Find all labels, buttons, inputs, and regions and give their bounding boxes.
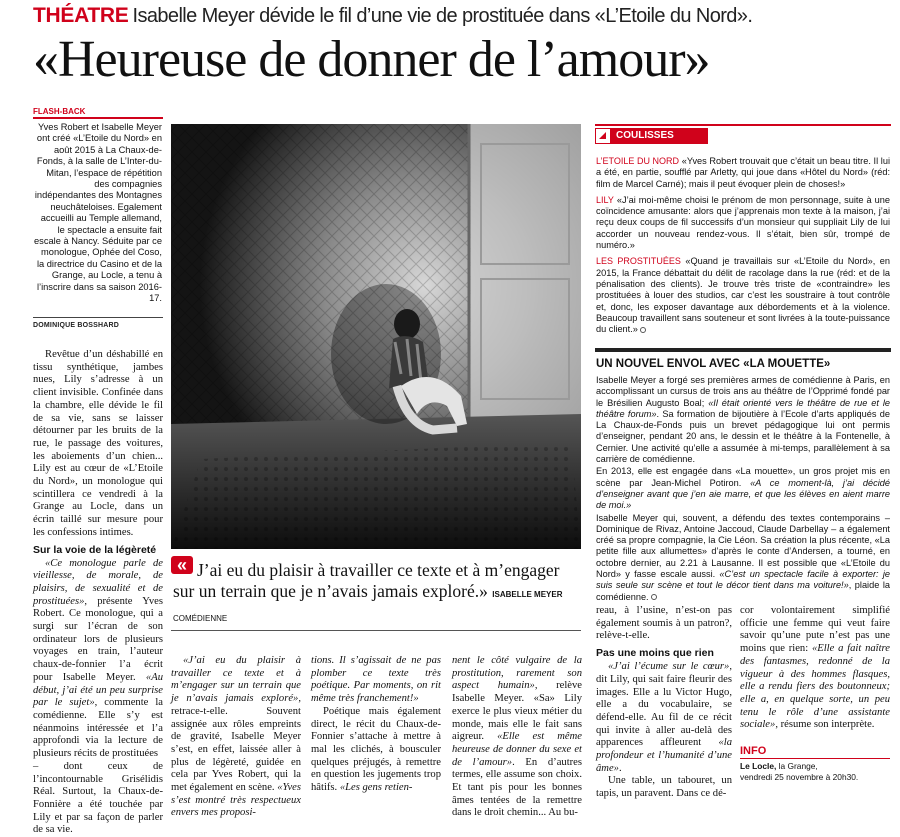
envol-title: UN NOUVEL ENVOL AVEC «LA MOUETTE»	[596, 358, 831, 370]
kicker-row	[33, 4, 893, 28]
end-mark-icon	[651, 594, 657, 600]
article-column-2	[171, 655, 301, 820]
paragraph: cor volontairement simplifié officie une femme qui veut faire savoir qu’une pute n’est pas une moins que rien: «Elle a fait naître des fantasmes, redonné de la vigueur à des hommes flasques, elle a rendu fiers des boutonneux; elle a, en quelque sorte, un peu tenu le rôle d’une assistante sociale», résume son interprète.	[740, 605, 890, 731]
paragraph: «Ce monologue parle de vieillesse, de morale, de plaisirs, de sexualité et de prostituées», présente Yves Robert. Ce monologue, qui a surgi sur l’écran de son ordinateur lors de plusieurs voyages en train, l’auteur chaux-de-fonnier l’a écrit pour Isabelle Meyer. «Au début, j’ai été un peu surprise par le sujet», commente la comédienne. Elle s’y est néanmoins intéressée et l’a approfondi via la lecture de plusieurs récits de prostituées	[33, 557, 163, 760]
paragraph: «J’ai eu du plaisir à travailler ce texte et à m’engager sur un terrain que je n’avais jamais exploré», retrace-t-elle. Souvent assignée aux rôles empreints de gravité, Isabelle Meyer s’est, en effet, laissée aller à plus de légèreté, guidée en cela par Yves Robert, qui la met également en scène. «Yves s’est montré très respectueux envers mes proposi-	[171, 655, 301, 819]
paragraph: Isabelle Meyer a forgé ses premières armes de comédienne à Paris, en accomplissant un cursus de trois ans au théâtre de l’Opprimé fondé par le Brésilien Augusto Boal; «Il était orienté vers le théâtre de rue et le théâtre forum». Sa formation de bijoutière à l’Ecole d’arts appliqués de La Chaux-de-Fonds puis un brevet pédagogique lui ont permis d’enseigner, pendant 20 ans, le dessin et le théâtre à la Fontenelle, à Cernier. Une activité qu’elle a assumée à mi-temps, parallèlement à sa carrière de comédienne.	[596, 375, 890, 465]
paragraph: Revêtue d’un déshabillé en tissu synthétique, jambes nues, Lily s’adresse à un client invisible. Confinée dans la chambre, elle dévide le fil de sa vie, sans se laisser détourner par les bruits de la rue, le passage des voitures, les aboiements d’un chien... Lily est au cœur de «L’Etoile du Nord», un monologue qui scintillera ce vendredi à la Grange au Locle, dans un écrin taillé sur mesure pour les confessions intimes.	[33, 349, 163, 538]
envol-rule	[595, 348, 891, 352]
quote-mark-icon: «	[171, 556, 193, 574]
flashback-label: FLASH-BACK	[33, 107, 86, 116]
article-photo	[171, 124, 581, 549]
article-column-1	[33, 349, 163, 837]
coulisses-item: L’ETOILE DU NORD «Yves Robert trouvait que c’était un beau titre. Il lui a été, en partie, soufflé par Arletty, qui joue dans «Hôtel du Nord» (réd: film de Marcel Carné); mais il peut évoquer plein de choses!»	[596, 156, 890, 189]
paragraph: tions. Il s’agissait de ne pas plomber ce texte très poétique. Par moments, on rit même très franchement!»	[311, 655, 441, 705]
article-column-6	[740, 605, 890, 732]
article-column-5	[596, 605, 732, 801]
paragraph: «J’ai l’écume sur le cœur», dit Lily, qui sait faire fleurir des images. Elle a lu Victor Hugo, elle a du vocabulaire, se défend-elle. Au fil de ce récit qui invite à aller au-delà des apparences affleurent «la profondeur et l’humanité d’une âme».	[596, 661, 732, 774]
paragraph: Une table, un tabouret, un tapis, un paravent. Dans ce dé-	[596, 775, 732, 800]
pull-quote	[171, 552, 581, 629]
pull-quote-text: J’ai eu du plaisir à travailler ce texte et à m’engager sur un terrain que je n’avais jamais exploré.» ISABELLE MEYER COMÉDIENNE	[173, 560, 563, 623]
byline: DOMINIQUE BOSSHARD	[33, 322, 120, 329]
coulisses-label: COULISSES	[610, 128, 708, 144]
coulisses-item: LILY «J’ai moi-même choisi le prénom de mon personnage, suite à une coïncidence amusante: alors que j’apprenais mon texte à la maison, j’ai reçu deux coups de fil successifs d’un monsieur qui suppliait Lily de lui accorder un nouveau rendez-vous. Il s’était, bien sûr, trompé de numéro.»	[596, 194, 890, 251]
pull-quote-rule	[171, 630, 581, 631]
paragraph: nent le côté vulgaire de la prostitution, rarement son aspect humain», relève Isabelle Meyer. «Sa» Lily exerce le plus vieux métier du monde, mais elle le fait sans aigreur. «Elle est même heureuse de donner du sexe et de l’amour». En d’autres termes, elle assume son choix. Et tant pis pour les bonnes âmes tentées de la remettre dans le droit chemin... Au bu-	[452, 655, 582, 819]
info-rule	[740, 758, 890, 759]
paragraph: Isabelle Meyer qui, souvent, a défendu des textes contemporains – Dominique de Rivaz, Antoine Jaccoud, Claude Darbellay – a également créé sa propre compagnie, la Cie Léon. Sa création la plus récente, «La petite fille aux allumettes» d’après le conte d’Andersen, a tourné, en octobre dernier, au 2.21 à Lausanne. Il est possible que «L’Etoile du Nord» y fasse escale aussi. «C’est un spectacle facile à exporter: je suis seule sur scène et tout le décor tient dans ma voiture!», plaide la comédienne.	[596, 512, 890, 602]
corner-arrow-icon	[595, 128, 611, 144]
paragraph: reau, à l’usine, n’est-on pas également soumis à un patron?, relève-t-elle.	[596, 605, 732, 642]
pull-quote-role: COMÉDIENNE	[173, 614, 228, 623]
subheading: Sur la voie de la légèreté	[33, 543, 157, 556]
subheading: Pas une moins que rien	[596, 647, 714, 660]
flashback-rule	[33, 117, 163, 119]
article-column-4	[452, 655, 582, 820]
paragraph: – dont ceux de l’incontournable Grisélidis Réal. Surtout, la Chaux-de-Fonnière a été touchée par Lily et par sa façon de parler de sa vie.	[33, 760, 163, 836]
flashback-text: Yves Robert et Isabelle Meyer ont créé «L’Etoile du Nord» en août 2015 à La Chaux-de-Fonds, à la salle de L’Inter-du-Mitan, l’espace de répétition des compagnies indépendantes des Montagnes neuchâteloises. Egalement accueilli au Temple allemand, le spectacle a ensuite fait escale à Nancy. Séduite par ce monologue, Ophée del Coso, la directrice du Casino et de la Grange, au Locle, a tenu à l’inscrire dans sa saison 2016-17.	[34, 122, 162, 304]
byline-rule	[33, 317, 163, 318]
info-text: Le Locle, la Grange, vendredi 25 novembre à 20h30.	[740, 761, 859, 782]
coulisses-box	[596, 156, 890, 340]
coulisses-item: LES PROSTITUÉES «Quand je travaillais sur «L’Etoile du Nord», en 2015, la France débattait du délit de racolage dans la rue (réd: et de la pénalisation des clients). Je trouve très triste de «contraindre» les prostituées à louer des studios, car c’est les soustraire à tout contrôle et, donc, les exposer davantage aux débordements et à la violence. Beaucoup travaillent sans souteneur et sont livrées à la toute-puissance du client.»	[596, 256, 890, 335]
headline: «Heureuse de donner de l’amour»	[33, 31, 710, 88]
end-mark-icon	[640, 327, 646, 333]
article-column-3	[311, 655, 441, 795]
pull-quote-author: ISABELLE MEYER	[492, 590, 563, 599]
photo-woman-sitting-corner	[171, 124, 581, 549]
envol-box	[596, 375, 890, 608]
coulisses-rule	[595, 124, 891, 126]
paragraph: Poétique mais également direct, le récit du Chaux-de-Fonnier s’attache à mettre à mal les clichés, à bousculer quelques préjugés, à remettre en question les jugements trop hâtifs. «Les gens retien-	[311, 705, 441, 794]
section-kicker: THÉATRE	[33, 4, 129, 27]
info-label: INFO	[740, 745, 767, 757]
paragraph: En 2013, elle est engagée dans «La mouette», un gros projet mis en scène par Jean-Michel Potiron. «A ce moment-là, j’ai décidé d’enseigner avant que j’en aie marre, et que les élèves en aient marre de moi.»	[596, 466, 890, 511]
coulisses-tag	[595, 128, 711, 144]
deck: Isabelle Meyer dévide le fil d’une vie de prostituée dans «L’Etoile du Nord».	[132, 5, 753, 27]
